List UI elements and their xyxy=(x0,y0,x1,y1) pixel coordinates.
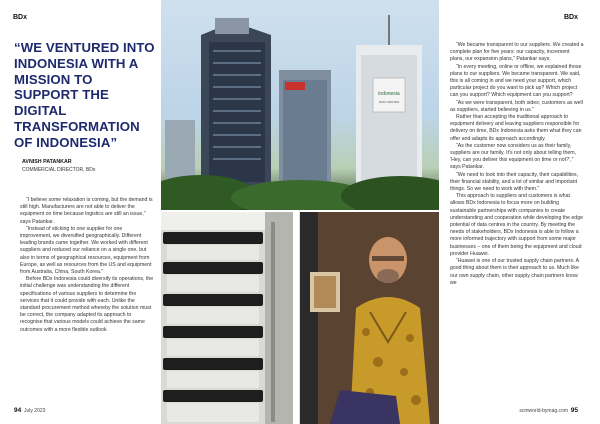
left-body-column xyxy=(20,197,155,334)
battery-rack-illustration xyxy=(161,212,293,424)
left-paragraph: “Instead of sticking to one supplier for one improvement, we diversified geographically. Different leading brands came together. We worked with different suppliers and reduced our reliance on a single one, but also in terms of geographical resources, equipment from Europe, as well as resources from the US and equipment from Australia, China, South Korea.” xyxy=(20,225,152,276)
sign-text: indonesia xyxy=(378,91,400,97)
right-paragraph: “As the customer now considers us as their family, suppliers are our family. It's not only about telling them, ‘Hey, can you deliver this equipment on time or not?’,” says Patankar. xyxy=(450,142,577,171)
city-skyline-photo xyxy=(161,0,439,210)
portrait-photo xyxy=(300,212,439,424)
section-tag-right: BDx xyxy=(563,14,578,21)
footer-left xyxy=(14,407,45,414)
left-paragraph: Before BDx Indonesia could diversify its operations, the initial challenge was understanding the different specifications of various suppliers to determine the services that it could provide with each. Unlike the standard procurement method whereby the solution must be correct, the company adapted its approach to recognise that various models could achieve the same outcomes with a more flexible outlook. xyxy=(20,276,154,333)
right-paragraph: “Huawei is one of our trusted supply chain partners. A good thing about them is their approach to us. Much like our own supply chain, other supply chain partners know we xyxy=(450,258,579,286)
byline-role: COMMERCIAL DIRECTOR, BDx xyxy=(22,167,96,173)
sign-text-small: DATA CENTER xyxy=(378,100,400,104)
section-tag-left: BDx xyxy=(13,14,28,21)
footer-right xyxy=(519,407,578,414)
byline-name: AVNISH PATANKAR xyxy=(22,159,72,165)
byline xyxy=(22,159,95,173)
right-paragraph: This approach to suppliers and customers is what allows BDx Indonesia to focus more on building sustainable partnerships with companies to create understanding and cooperation while developing the edge potential of data centres in the country. By meeting the needs of stakeholders, BDx Indonesia is able to follow a more informed trajectory with support from some major businesses – one of them being the equipment and cloud provider Huawei. xyxy=(450,193,583,257)
right-paragraph: “In every meeting, online or offline, we explained those plans to our suppliers. We became transparent. We said, this is all coming in and we need your support, which particular project do you want to pick up? Which project can you support? Which equipment can you support? xyxy=(450,63,582,99)
right-paragraph: “We became transparent to our suppliers. We created a complete plan for five years: our capacity, increment plans, our expansion plans,” Patankar says. xyxy=(450,42,584,63)
page-number-right: 95 xyxy=(570,407,578,414)
right-body-column xyxy=(450,42,584,287)
issue-date: July 2023 xyxy=(24,408,46,414)
city-skyline-illustration xyxy=(161,0,439,210)
right-paragraph: “We need to look into their capacity, their capabilities, their financial stability, and a lot of similar and important things. So we need to work with them.” xyxy=(450,171,579,193)
page-number-left: 94 xyxy=(14,407,22,414)
right-paragraph: Rather than accepting the traditional approach to equipment delivery and leaving suppliers responsible for delivery on time, BDx Indonesia asks them what they can offer and adapts its approach accordingly. xyxy=(450,114,582,142)
right-paragraph: “As we were transparent, both sides; customers as well as suppliers, started believing in us.” xyxy=(450,99,583,113)
left-paragraph: “I believe some relaxation is coming, but the demand is still high. Manufacturers are not able to deliver the equipment on time because logistics are still an issue,” says Patankar. xyxy=(20,197,153,225)
site-url: scmworld-bymag.com xyxy=(519,408,568,414)
pull-quote: “WE VENTURED INTO INDONESIA WITH A MISSION TO SUPPORT THE DIGITAL TRANSFORMATION OF INDONESIA” xyxy=(14,40,155,150)
portrait-illustration xyxy=(300,212,439,424)
battery-rack-photo xyxy=(161,212,293,424)
